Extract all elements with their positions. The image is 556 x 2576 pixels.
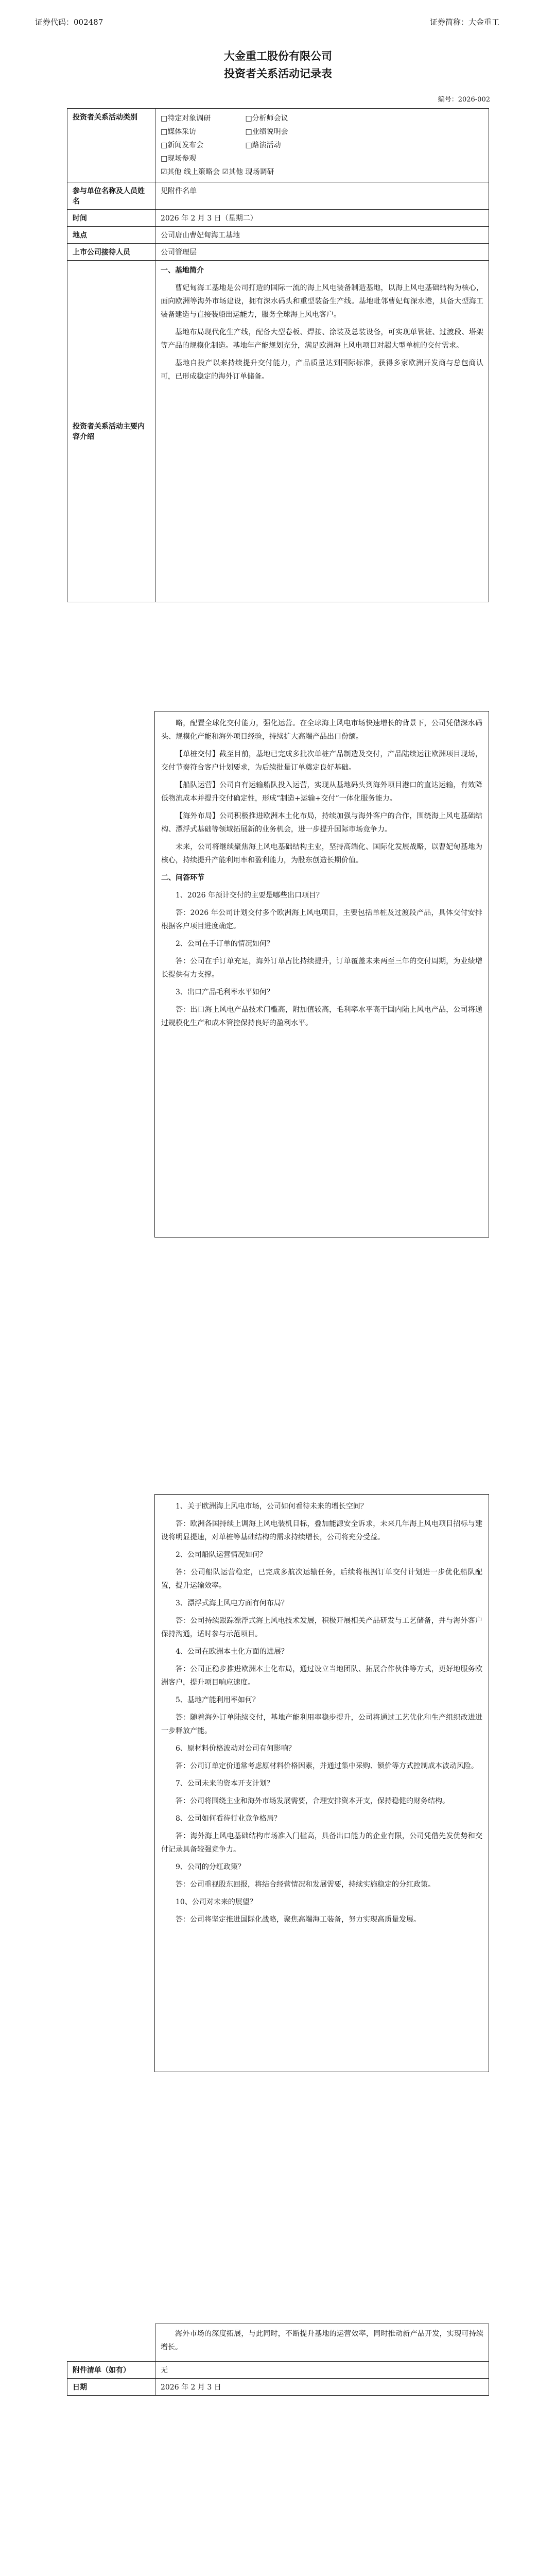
option-checkbox[interactable]: ☑其他 现场调研: [222, 168, 274, 176]
date-row: [67, 2379, 489, 2396]
participants-label: 参与单位名称及人员姓名: [67, 182, 155, 210]
answer: 答：欧洲各国持续上调海上风电装机目标，叠加能源安全诉求，未来几年海上风电项目招标与建设将明显提速，对单桩等基础结构的需求持续增长，公司将充分受益。: [161, 1520, 482, 1541]
reception-value: 公司管理层: [155, 244, 489, 261]
section-heading: 一、基地简介: [161, 266, 204, 275]
answer: 答：公司重视股东回报，将结合经营情况和发展需要，持续实施稳定的分红政策。: [176, 1880, 435, 1889]
option-checkbox[interactable]: □分析师会议: [245, 114, 288, 123]
activity-type-options: [155, 109, 489, 182]
closing-paragraph: [155, 2324, 489, 2362]
answer: 答：2026 年公司计划交付多个欧洲海上风电项目，主要包括单桩及过渡段产品，具体交付安排根据客户项目进度确定。: [161, 909, 482, 930]
question: 5、基地产能利用率如何？: [176, 1696, 259, 1704]
attachments-label: 附件清单（如有）: [67, 2362, 155, 2379]
option-checkbox[interactable]: □路演活动: [245, 141, 281, 149]
option-checkbox[interactable]: □新闻发布会: [161, 141, 204, 149]
answer: 答：公司订单定价通常考虑原材料价格因素，并通过集中采购、锁价等方式控制成本波动风险。: [176, 1762, 478, 1770]
question: 1、2026 年预计交付的主要是哪些出口项目？: [176, 891, 323, 900]
answer: 答：公司持续跟踪漂浮式海上风电技术发展，积极开展相关产品研发与工艺储备，并与海外客户保持沟通，适时参与示范项目。: [161, 1617, 482, 1638]
stock-code: 证券代码：002487: [35, 18, 103, 27]
participants-value: 见附件名单: [155, 182, 489, 210]
question: 2、公司在手订单的情况如何？: [176, 940, 274, 948]
main-content-row: [67, 261, 489, 602]
question: 6、原材料价格波动对公司有何影响？: [176, 1744, 296, 1753]
option-checkbox[interactable]: □媒体采访: [161, 128, 197, 136]
closing-table: [67, 2324, 489, 2396]
paragraph: 【船队运营】公司自有运输船队投入运营，实现从基地码头到海外项目港口的直达运输，有效降低物流成本并提升交付确定性，形成“制造+运输+交付”一体化服务能力。: [161, 781, 482, 803]
location-row: [67, 227, 489, 244]
paragraph: 海外市场的深度拓展，与此同时，不断提升基地的运营效率，同时推动新产品开发，实现可持续增长。: [161, 2330, 483, 2351]
answer: 答：公司船队运营稳定，已完成多航次运输任务，后续将根据订单交付计划进一步优化船队配置，提升运输效率。: [161, 1568, 482, 1590]
question: 8、公司如何看待行业竞争格局？: [176, 1815, 281, 1823]
question: 1、关于欧洲海上风电市场，公司如何看待未来的增长空间？: [176, 1502, 368, 1511]
answer: 答：出口海上风电产品技术门槛高，附加值较高，毛利率水平高于国内陆上风电产品，公司将通过规模化生产和成本管控保持良好的盈利水平。: [161, 1006, 482, 1027]
question: 4、公司在欧洲本土化方面的进展？: [176, 1648, 288, 1656]
time-label: 时间: [67, 210, 155, 227]
question: 2、公司船队运营情况如何？: [176, 1551, 267, 1559]
activity-type-row: [67, 109, 489, 182]
paragraph: 【单桩交付】截至目前，基地已完成多批次单桩产品制造及交付，产品陆续运往欧洲项目现场，交付节奏符合客户计划要求，为后续批量订单奠定良好基础。: [161, 750, 482, 772]
continued-body: [155, 1495, 489, 2072]
paragraph: 曹妃甸海工基地是公司打造的国际一流的海上风电装备制造基地，以海上风电基础结构为核心，面向欧洲等海外市场建设，拥有深水码头和重型装备生产线。基地毗邻曹妃甸深水港，具备大型海工装备建造与直接装船出运能力，服务全球海上风电客户。: [161, 284, 483, 319]
stock-name: 证券简称：大金重工: [429, 18, 499, 27]
date-label: 日期: [67, 2379, 155, 2396]
paragraph: 未来，公司将继续聚焦海上风电基础结构主业，坚持高端化、国际化发展战略，以曹妃甸基地为核心，持续提升产能利用率和盈利能力，为股东创造长期价值。: [161, 843, 482, 865]
participants-row: [67, 182, 489, 210]
location-label: 地点: [67, 227, 155, 244]
record-table: [67, 108, 489, 602]
answer: 答：随着海外订单陆续交付，基地产能利用率稳步提升，公司将通过工艺优化和生产组织改进进一步释放产能。: [161, 1714, 482, 1735]
option-checkbox[interactable]: ☑其他 线上策略会: [161, 168, 220, 176]
attachments-value: 无: [155, 2362, 489, 2379]
location-value: 公司唐山曹妃甸海工基地: [155, 227, 489, 244]
question: 9、公司的分红政策？: [176, 1863, 245, 1871]
continued-content-box-3: [154, 1494, 489, 2072]
answer: 答：公司正稳步推进欧洲本土化布局，通过设立当地团队、拓展合作伙伴等方式，更好地服务欧洲客户，提升项目响应速度。: [161, 1665, 482, 1687]
time-row: [67, 210, 489, 227]
question: 10、公司对未来的展望？: [176, 1898, 257, 1906]
document-number: 编号：2026-002: [438, 96, 490, 104]
question: 7、公司未来的资本开支计划？: [176, 1780, 274, 1788]
section-heading: 二、问答环节: [161, 874, 204, 882]
continued-body: [155, 711, 489, 1238]
record-title: 投资者关系活动记录表: [224, 67, 332, 80]
paragraph: 基地布局现代化生产线，配备大型卷板、焊接、涂装及总装设备，可实现单管桩、过渡段、塔架等产品的规模化制造。基地年产能规划充分，满足欧洲海上风电项目对超大型单桩的交付需求。: [161, 328, 483, 350]
activity-type-label: 投资者关系活动类别: [67, 109, 155, 182]
reception-row: [67, 244, 489, 261]
option-checkbox[interactable]: □特定对象调研: [161, 114, 211, 123]
question: 3、出口产品毛利率水平如何？: [176, 988, 274, 996]
answer: 答：公司将围绕主业和海外市场发展需要，合理安排资本开支，保持稳健的财务结构。: [176, 1797, 449, 1805]
main-content-label: 投资者关系活动主要内容介绍: [67, 261, 155, 602]
continued-content-box-2: [154, 711, 489, 1238]
paragraph: 略，配置全球化交付能力，强化运营。在全球海上风电市场快速增长的背景下，公司凭借深水码头、规模化产能和海外项目经验，持续扩大高端产品出口份额。: [161, 719, 482, 741]
date-value: 2026 年 2 月 3 日: [155, 2379, 489, 2396]
paragraph: 基地自投产以来持续提升交付能力，产品质量达到国际标准，获得多家欧洲开发商与总包商认可，已形成稳定的海外订单储备。: [161, 359, 483, 381]
time-value: 2026 年 2 月 3 日（星期二）: [155, 210, 489, 227]
option-checkbox[interactable]: □业绩说明会: [245, 128, 288, 136]
option-checkbox[interactable]: □现场参观: [161, 155, 197, 163]
reception-label: 上市公司接待人员: [67, 244, 155, 261]
question: 3、漂浮式海上风电方面有何布局？: [176, 1599, 288, 1607]
company-name: 大金重工股份有限公司: [224, 50, 332, 62]
answer: 答：公司在手订单充足，海外订单占比持续提升，订单覆盖未来两至三年的交付周期，为业绩增长提供有力支撑。: [161, 957, 482, 979]
attachments-row: [67, 2362, 489, 2379]
answer: 答：公司将坚定推进国际化战略，聚焦高端海工装备，努力实现高质量发展。: [176, 1916, 421, 1924]
main-content-body: [155, 261, 489, 602]
paragraph: 【海外布局】公司积极推进欧洲本土化布局，持续加强与海外客户的合作，围绕海上风电基础结构、漂浮式基础等领域拓展新的业务机会，进一步提升国际市场竞争力。: [161, 812, 482, 834]
document-title: [0, 47, 556, 82]
answer: 答：海外海上风电基础结构市场准入门槛高，具备出口能力的企业有限，公司凭借先发优势和交付记录具备较强竞争力。: [161, 1832, 482, 1854]
